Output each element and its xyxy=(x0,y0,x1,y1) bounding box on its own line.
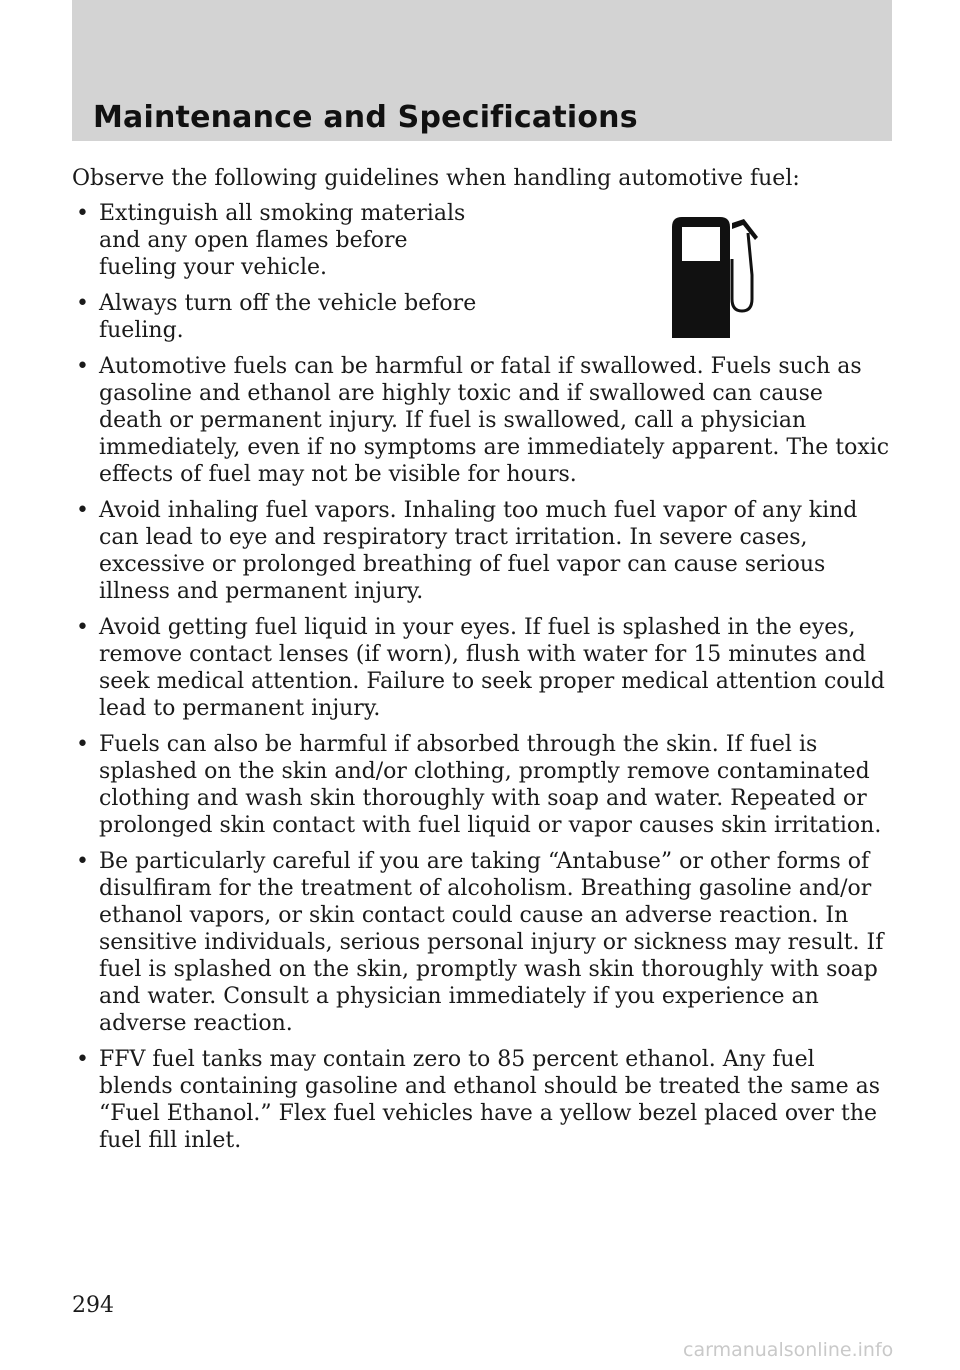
list-item-text: • Extinguish all smoking materials and any open flames before fueling your vehicle. xyxy=(99,201,466,280)
list-item xyxy=(72,614,892,722)
list-item xyxy=(72,731,892,839)
list-item xyxy=(72,290,892,344)
list-item xyxy=(72,497,892,605)
list-item-text: • Always turn off the vehicle before fueling. xyxy=(99,291,477,343)
list-item-text: Avoid inhaling fuel vapors. Inhaling too much fuel vapor of any kind can lead to eye and respiratory tract irritation. In severe cases, excessive or prolonged breathing of fuel vapor can cause serious illness and permanent injury. xyxy=(99,498,858,604)
list-item xyxy=(72,353,892,488)
list-item-text: Avoid getting fuel liquid in your eyes. If fuel is splashed in the eyes, remove contact lenses (if worn), flush with water for 15 minutes and seek medical attention. Failure to seek proper medical attention could lead to permanent injury. xyxy=(99,615,885,721)
list-item-text: Be particularly careful if you are taking “Antabuse” or other forms of disulfiram for the treatment of alcoholism. Breathing gasoline and/or ethanol vapors, or skin contact could cause an adverse reaction. In sensitive individuals, serious personal injury or sickness may result. If fuel is splashed on the skin, promptly wash skin thoroughly with soap and water. Consult a physician immediately if you experience an adverse reaction. xyxy=(99,849,884,1036)
list-item-text: Fuels can also be harmful if absorbed through the skin. If fuel is splashed on the skin and/or clothing, promptly remove contaminated clothing and wash skin thoroughly with soap and water. Repeated or prolonged skin contact with fuel liquid or vapor causes skin irritation. xyxy=(99,732,882,838)
intro-text: Observe the following guidelines when handling automotive fuel: xyxy=(72,166,800,191)
list-item-text: FFV fuel tanks may contain zero to 85 percent ethanol. Any fuel blends containing gasoline and ethanol should be treated the same as “Fuel Ethanol.” Flex fuel vehicles have a yellow bezel placed over the fuel fill inlet. xyxy=(99,1047,881,1153)
page-number: 294 xyxy=(72,1293,114,1318)
list-item xyxy=(72,848,892,1037)
list-item xyxy=(72,200,892,281)
watermark-text: carmanualsonline.info xyxy=(683,1339,894,1361)
list-item xyxy=(72,1046,892,1154)
guideline-list xyxy=(72,200,892,1154)
content-area xyxy=(72,165,892,1163)
list-item-text: Automotive fuels can be harmful or fatal if swallowed. Fuels such as gasoline and ethanol are highly toxic and if swallowed can cause death or permanent injury. If fuel is swallowed, call a physician immediately, even if no symptoms are immediately apparent. The toxic effects of fuel may not be visible for hours. xyxy=(99,354,890,487)
section-title: Maintenance and Specifications xyxy=(93,100,638,135)
